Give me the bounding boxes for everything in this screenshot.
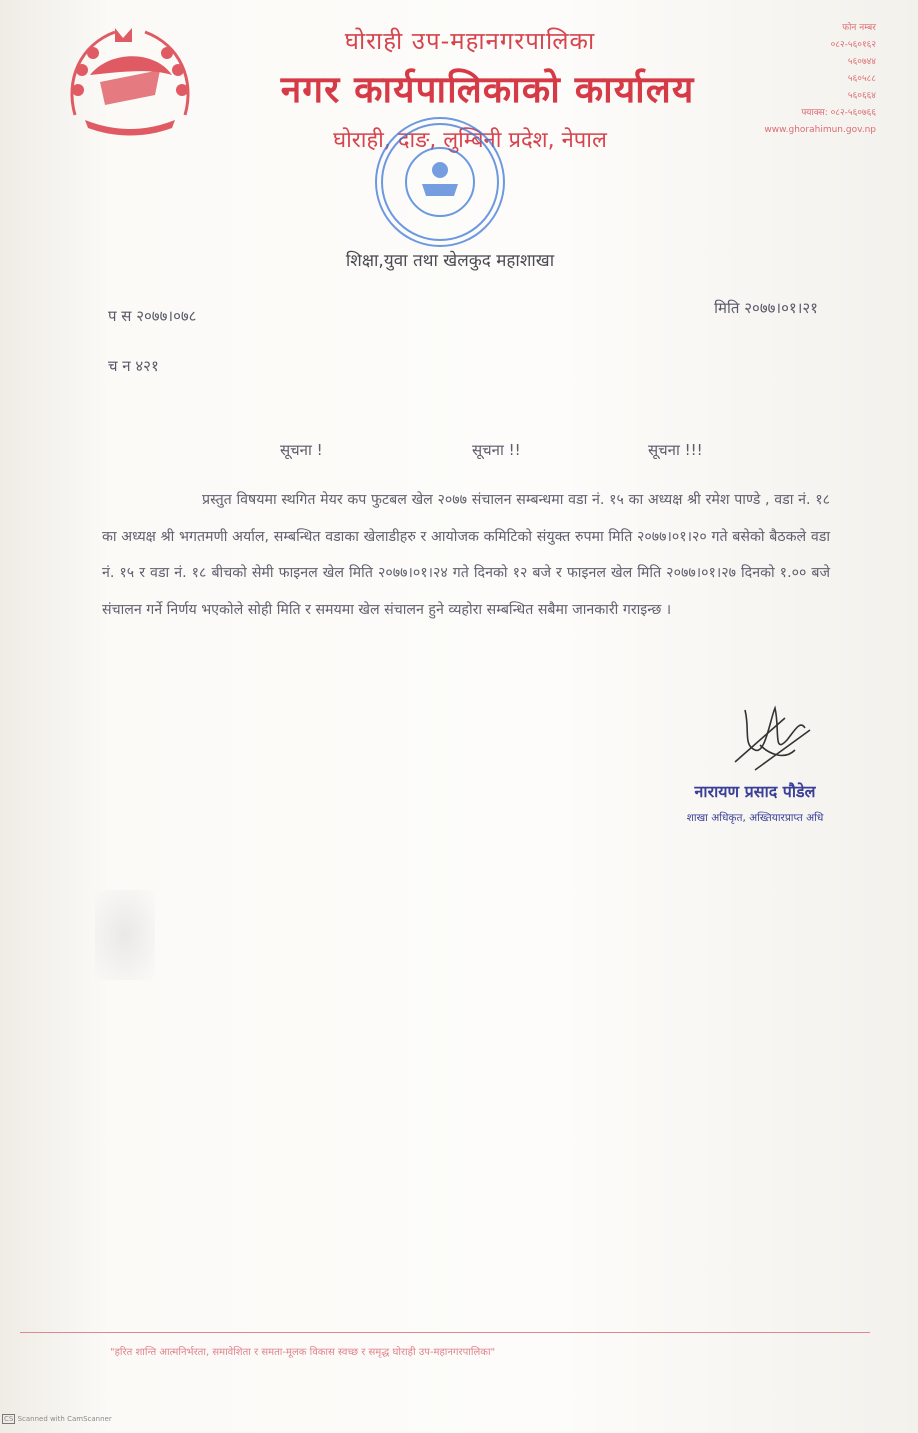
signatory-title: शाखा अधिकृत, अख्तियारप्राप्त अधि bbox=[686, 812, 824, 824]
scanner-label: Scanned with CamScanner bbox=[17, 1415, 112, 1423]
office-address: घोराही, दाङ, लुम्बिनी प्रदेश, नेपाल bbox=[333, 128, 607, 153]
office-name: नगर कार्यपालिकाको कार्यालय bbox=[280, 68, 695, 111]
camscanner-logo-icon: CS bbox=[4, 1415, 14, 1423]
contact-line: www.ghorahimun.gov.np bbox=[764, 125, 876, 135]
contact-line: ५६०७४४ bbox=[847, 57, 876, 67]
contact-line: फोन नम्बर bbox=[842, 23, 876, 33]
notice-body: प्रस्तुत विषयमा स्थगित मेयर कप फुटबल खेल २०७७ संचालन सम्बन्धमा वडा नं. १५ का अध्यक्ष श्री रमेश पाण्डे , वडा नं. १८ का अध्यक्ष श्री भगतमणी अर्याल, सम्बन्धित वडाका खेलाडीहरु र आयोजक कमिटिको संयुक्त रुपमा मिति २०७७।०१।२० गते बसेको बैठकले वडा नं. १५ र वडा नं. १८ बीचको सेमी फाइनल खेल मिति २०७७।०१।२४ गते दिनको १२ बजे र फाइनल खेल मिति २०७७।०१।२७ दिनको १.०० बजे संचालन गर्ने निर्णय भएकोले सोही मिति र समयमा खेल संचालन हुने व्यहोरा सम्बन्धित सबैमा जानकारी गराइन्छ । bbox=[102, 492, 830, 618]
footer-slogan: "हरित शान्ति आत्मनिर्भरता, समावेशिता र समता-मूलक विकास स्वच्छ र समृद्ध घोराही उप-महानगरपालिका" bbox=[110, 1347, 496, 1358]
signatory-name: नारायण प्रसाद पौडेल bbox=[694, 782, 816, 801]
letter-date: मिति २०७७।०१।२१ bbox=[714, 299, 818, 317]
municipality-name: घोराही उप-महानगरपालिका bbox=[344, 27, 596, 55]
nepal-emblem-icon bbox=[60, 20, 200, 145]
dispatch-number: च न ४२१ bbox=[108, 357, 159, 375]
notice-heading: सूचना !! bbox=[472, 441, 521, 459]
contact-line: ५६०६६४ bbox=[847, 91, 876, 101]
notice-heading: सूचना ! bbox=[280, 441, 323, 459]
handwritten-signature-icon bbox=[725, 700, 820, 780]
letter-reference: प स २०७७।०७८ bbox=[108, 307, 197, 325]
contact-line: ०८२-५६०१६२ bbox=[830, 40, 876, 50]
paper-smudge bbox=[95, 890, 155, 980]
contact-block bbox=[716, 20, 876, 139]
contact-line: फ्याक्स: ०८२-५६०७६६ bbox=[801, 108, 876, 118]
office-stamp-icon bbox=[370, 112, 510, 252]
division-name: शिक्षा,युवा तथा खेलकुद महाशाखा bbox=[345, 251, 555, 271]
scanner-watermark bbox=[2, 1415, 112, 1423]
contact-line: ५६०५८८ bbox=[847, 74, 876, 84]
footer-divider bbox=[20, 1332, 870, 1333]
notice-heading: सूचना !!! bbox=[648, 441, 703, 459]
